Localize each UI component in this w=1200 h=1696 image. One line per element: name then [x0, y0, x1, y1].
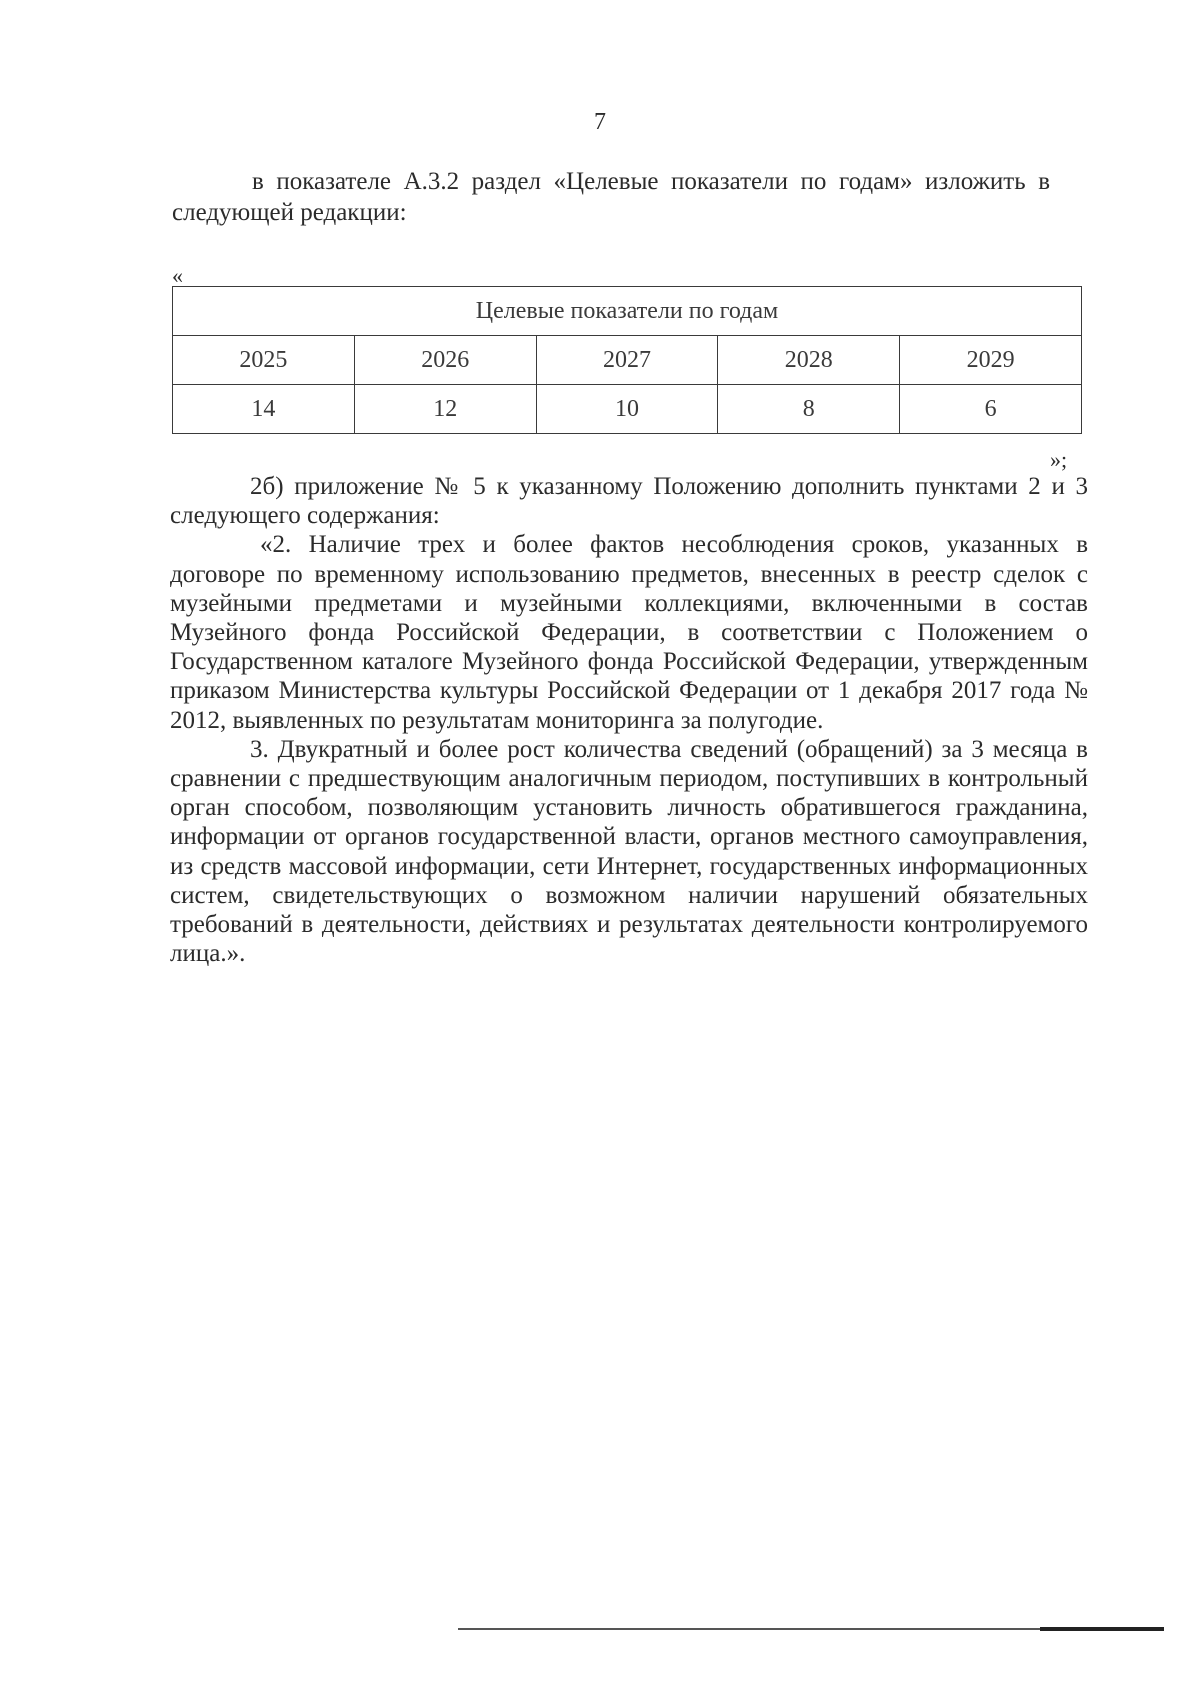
- year-cell: 2028: [718, 336, 900, 385]
- year-cell: 2026: [354, 336, 536, 385]
- year-cell: 2029: [900, 336, 1082, 385]
- year-cell: 2027: [536, 336, 718, 385]
- table-years-row: [173, 336, 1082, 385]
- opening-quote: «: [172, 263, 183, 288]
- paragraph-point-3: 3. Двукратный и более рост количества сведений (обращений) за 3 месяца в сравнении с предшествующим аналогичным периодом, поступивших в контрольный орган способом, позволяющим установить личность обратившегося гражданина, информации от органов государственной власти, органов местного самоуправления, из средств массовой информации, сети Интернет, государственных информационных систем, свидетельствующих о возможном наличии нарушений обязательных требований в деятельности, действиях и результатах деятельности контролируемого лица.».: [170, 735, 1088, 968]
- value-cell: 10: [536, 385, 718, 434]
- intro-line-2: следующей редакции:: [172, 199, 407, 226]
- paragraph-item-2b: 2б) приложение № 5 к указанному Положению дополнить пунктами 2 и 3 следующего содержания:: [170, 473, 1088, 530]
- value-cell: 8: [718, 385, 900, 434]
- value-cell: 6: [900, 385, 1082, 434]
- amendment-text: [170, 472, 1088, 968]
- closing-quote: »;: [1050, 447, 1068, 472]
- intro-paragraph: [172, 166, 1050, 228]
- value-cell: 14: [173, 385, 355, 434]
- bottom-scan-line-thick: [1040, 1627, 1164, 1631]
- paragraph-point-2: «2. Наличие трех и более фактов несоблюдения сроков, указанных в договоре по временному использованию предметов, внесенных в реестр сделок с музейными предметами и музейными коллекциями, включенными в состав Музейного фонда Российской Федерации, в соответствии с Положением о Государственном каталоге Музейного фонда Российской Федерации, утвержденным приказом Министерства культуры Российской Федерации от 1 декабря 2017 года № 2012, выявленных по результатам мониторинга за полугодие.: [170, 531, 1088, 734]
- value-cell: 12: [354, 385, 536, 434]
- year-cell: 2025: [173, 336, 355, 385]
- page-number: 7: [594, 109, 606, 135]
- intro-line-1: в показателе А.3.2 раздел «Целевые показатели по годам» изложить в: [252, 168, 1050, 195]
- target-indicators-table: [172, 286, 1082, 434]
- table-header-row: [173, 287, 1082, 336]
- table-values-row: [173, 385, 1082, 434]
- table-header-cell: Целевые показатели по годам: [173, 287, 1082, 336]
